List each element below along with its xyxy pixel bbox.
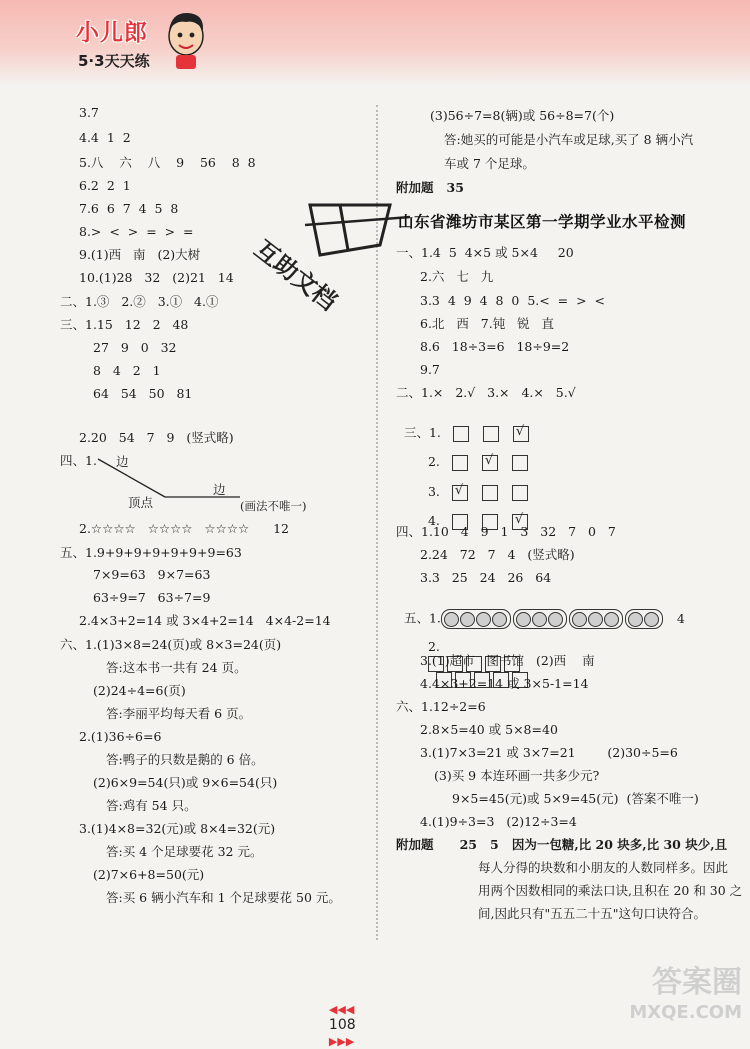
bonus-answer: 附加题 25 5 因为一包糖,比 20 块多,比 30 块少,且 [396,837,728,852]
answer-line: 3.(1)7×3=21 或 3×7=21 (2)30÷5=6 [420,745,678,760]
logo [60,8,210,78]
answer-line: 六、1.12÷2=6 [396,699,486,714]
answer-line: 2.(1)36÷6=6 [79,729,162,744]
answer-box: √ [512,514,528,530]
logo-title: 小儿郎 [76,20,148,46]
checkbox-row [396,409,529,442]
answer-line: (2)24÷4=6(页) [93,683,186,698]
answer-line: 答:鸡有 54 只。 [106,798,197,813]
answer-line: 答:鸭子的只数是鹅的 6 倍。 [106,752,264,767]
answer-box: √ [513,426,529,442]
bead-group [569,609,623,629]
answer-line: 六、1.(1)3×8=24(页)或 8×3=24(页) [60,637,282,652]
angle-side-label: 边 [116,454,129,469]
answer-line: 3.7 [79,105,99,120]
answer-line: 3.(1)超市 图书馆 (2)西 南 [420,653,595,668]
checkbox-row-label: 3. [427,484,440,499]
beads-label: 五、1. [403,610,441,626]
answer-line: 7×9=63 9×7=63 [93,567,211,582]
page-number: 108 [328,1017,356,1033]
angle-vertex-label: 顶点 [128,495,154,510]
answer-line: 4.4×3+2=14 或 3×5-1=14 [420,676,589,691]
answer-line: 二、1.× 2.√ 3.× 4.× 5.√ [396,385,576,400]
answer-line: 用两个因数相同的乘法口诀,且积在 20 和 30 之 [478,883,743,898]
checkbox-row [420,468,528,501]
answer-line: 3.3 4 9 4 8 0 5.< = > < [420,293,605,308]
angle-section-label: 四、1. [60,453,97,468]
answer-box: √ [482,455,498,471]
answer-line: 63÷9=7 63÷7=9 [93,590,211,605]
answer-line: 2.六 七 九 [420,269,494,284]
prev-arrows-icon: ◀◀◀ [328,1003,355,1016]
answer-line: (2)7×6+8=50(元) [93,867,205,882]
answer-line: 答:这本书一共有 24 页。 [106,660,247,675]
checkbox-row-label: 4. [427,513,440,528]
logo-subtitle: 5·3天天练 [78,52,150,70]
bonus-question: 附加题 35 [396,180,464,195]
answer-line: 答:她买的可能是小汽车或足球,买了 8 辆小汽 [444,132,694,147]
answer-box: √ [452,485,468,501]
bead-group [625,609,663,629]
corner-watermark [629,965,742,1028]
answer-line: (2)6×9=54(只)或 9×6=54(只) [93,775,278,790]
answer-line: 9.(1)西 南 (2)大树 [79,247,201,262]
answer-line: 答:买 6 辆小汽车和 1 个足球要花 50 元。 [106,890,341,905]
next-arrows-icon: ▶▶▶ [328,1035,355,1048]
answer-line: 2.8×5=40 或 5×8=40 [420,722,558,737]
beads-answer: 4 [676,610,685,626]
answer-line: 8.6 18÷3=6 18÷9=2 [420,339,570,354]
answer-line: 7.6 6 7 4 5 8 [79,201,179,216]
answer-line: (3)56÷7=8(辆)或 56÷8=7(个) [430,108,615,123]
answer-line: 一、1.4 5 4×5 或 5×4 20 [396,245,574,260]
answer-line: 四、1.10 4 9 1 3 32 7 0 7 [396,524,616,539]
answer-line: 间,因此只有"五五二十五"这句口诀符合。 [478,906,706,921]
box-groups-label: 2. [427,639,440,654]
answer-line: 6.北 西 7.钝 锐 直 [420,316,555,331]
answer-line: 9.7 [420,362,440,377]
answer-line: 6.2 2 1 [79,178,131,193]
answer-line: 10.(1)28 32 (2)21 14 [79,270,234,285]
answer-line: 8.> < > = > = [79,224,194,239]
answer-line: 3.3 25 24 26 64 [420,570,552,585]
checkbox-row-label: 三、1. [403,425,441,440]
answer-line: 8 4 2 1 [93,363,161,378]
answer-line: 3.(1)4×8=32(元)或 8×4=32(元) [79,821,276,836]
answer-line: 64 54 50 81 [93,386,193,401]
answer-line: 三、1.15 12 2 48 [60,317,189,332]
cartoon-boy-icon [164,8,208,70]
answer-line: 27 9 0 32 [93,340,177,355]
answer-line: 5.八 六 八 9 56 8 8 [79,155,256,170]
checkbox-row [420,438,528,471]
answer-line: 二、1.③ 2.② 3.① 4.① [60,294,219,309]
answer-line: 答:买 4 个足球要花 32 元。 [106,844,263,859]
answer-line: 4.4 1 2 [79,130,131,145]
page-footer [320,985,356,1049]
corner-watermark-line2: MXQE.COM [629,1002,742,1023]
answer-line: 2.☆☆☆☆ ☆☆☆☆ ☆☆☆☆ 12 [79,521,289,536]
checkbox-row-label: 2. [427,454,440,469]
answer-line: 2.24 72 7 4 (竖式略) [420,547,575,562]
answer-line: (3)买 9 本连环画一共多少元? [434,768,600,783]
answer-line: 五、1.9+9+9+9+9+9+9=63 [60,545,242,560]
angle-side-label: 边 [213,482,226,497]
corner-watermark-line1: 答案圈 [652,965,742,1000]
answer-line: 每人分得的块数和小朋友的人数同样多。因此 [478,860,729,875]
section-title: 山东省潍坊市某区第一学期学业水平检测 [398,213,687,231]
answer-line: 4.(1)9÷3=3 (2)12÷3=4 [420,814,577,829]
answer-line: 2.4×3+2=14 或 3×4+2=14 4×4-2=14 [79,613,331,628]
answer-line: 车或 7 个足球。 [444,156,535,171]
answer-line: 答:李丽平均每天看 6 页。 [106,706,252,721]
answer-line: 2.20 54 7 9 (竖式略) [79,430,234,445]
angle-note: (画法不唯一) [240,499,307,513]
answer-line: 9×5=45(元)或 5×9=45(元) (答案不唯一) [452,791,699,806]
watermark-text: 互助文档 [249,234,342,316]
